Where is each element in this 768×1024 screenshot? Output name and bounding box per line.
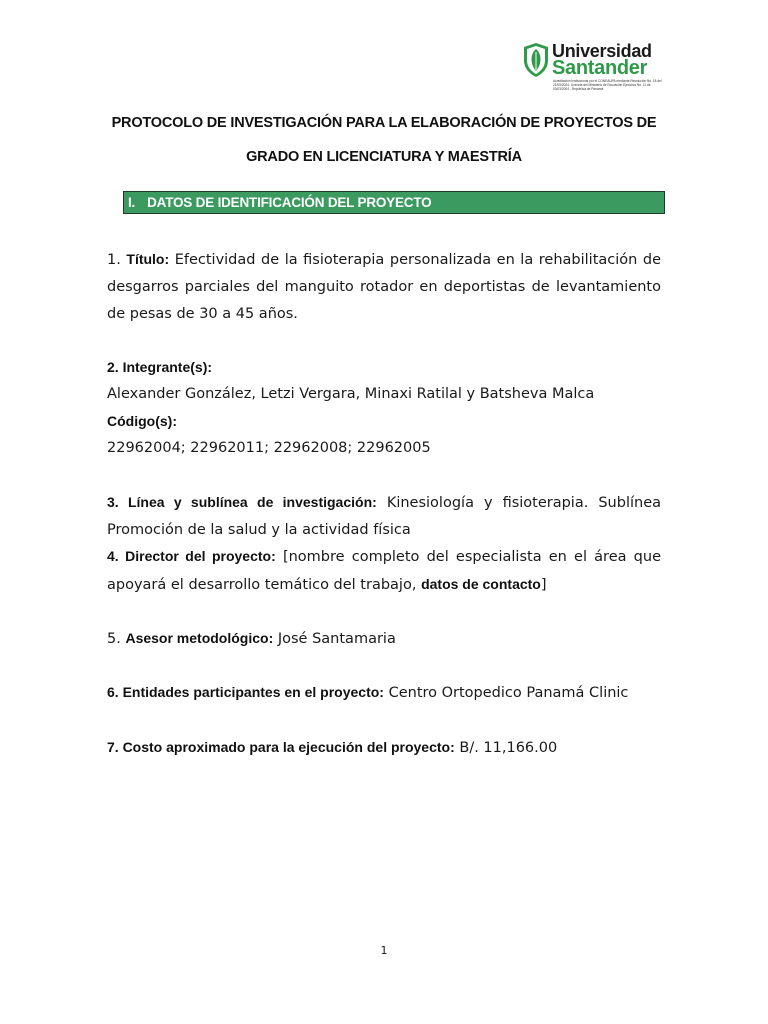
field-entidades-label: 6. Entidades participantes en el proyecto: [107, 684, 384, 700]
field-titulo-number: 1. [107, 252, 121, 268]
logo-name-line1: Universidad [552, 41, 652, 61]
field-entidades [107, 679, 661, 707]
title-line-2: GRADO EN LICENCIATURA Y MAESTRÍA [246, 149, 522, 165]
field-costo [107, 734, 661, 762]
field-director-value: [nombre completo del especialista en el área que apoyará el desarrollo temático del trabajo, [107, 549, 662, 593]
field-director-closing: ] [540, 577, 547, 593]
field-costo-label: 7. Costo aproximado para la ejecución del proyecto: [107, 739, 455, 755]
field-asesor [107, 625, 661, 653]
field-director-label: 4. Director del proyecto: [107, 548, 276, 564]
field-titulo-value: Efectividad de la fisioterapia personalizada en la rehabilitación de desgarros parciales del manguito rotador en deportistas de levantamiento de pesas de 30 a 45 años. [107, 252, 661, 322]
leaf-shield-icon [522, 42, 550, 78]
field-integrantes-label: 2. Integrante(s): [107, 359, 213, 375]
field-director [107, 543, 661, 599]
field-linea-value: Kinesiología y fisioterapia. Sublínea Promoción de la salud y la actividad física [107, 495, 662, 538]
field-codigos-value: 22962004; 22962011; 22962008; 22962005 [107, 440, 431, 456]
logo-name-line2: Santander [552, 57, 648, 79]
field-titulo-label: Título: [126, 251, 170, 267]
field-linea-label: 3. Línea y sublínea de investigación: [107, 494, 377, 510]
section-header-bar [123, 191, 665, 214]
section-label: DATOS DE IDENTIFICACIÓN DEL PROYECTO [147, 195, 432, 210]
field-director-contact-label: datos de contacto [421, 576, 541, 592]
university-logo [522, 42, 664, 92]
page-number: 1 [380, 944, 388, 957]
field-titulo [107, 246, 661, 328]
field-linea [107, 489, 661, 544]
document-title [100, 106, 668, 174]
field-asesor-number: 5. [107, 631, 121, 647]
field-asesor-value: José Santamaria [277, 631, 396, 647]
field-entidades-value: Centro Ortopedico Panamá Clinic [388, 685, 629, 701]
field-asesor-label: Asesor metodológico: [125, 630, 274, 646]
logo-accreditation-text: Acreditación Institucional por el CONEAUPA mediante Resolución No. 18 del 21/05/2024. Licencia del Ministerio de Educación Ejecutivo No. 11 de 03/03/2004 - República de Panamá [553, 79, 662, 91]
field-costo-value: B/. 11,166.00 [459, 740, 558, 756]
field-codigos-label: Código(s): [107, 413, 177, 429]
section-number: I. [128, 195, 136, 210]
field-integrantes [107, 354, 661, 462]
title-line-1: PROTOCOLO DE INVESTIGACIÓN PARA LA ELABORACIÓN DE PROYECTOS DE [111, 115, 657, 131]
field-integrantes-value: Alexander González, Letzi Vergara, Minaxi Ratilal y Batsheva Malca [107, 386, 595, 402]
